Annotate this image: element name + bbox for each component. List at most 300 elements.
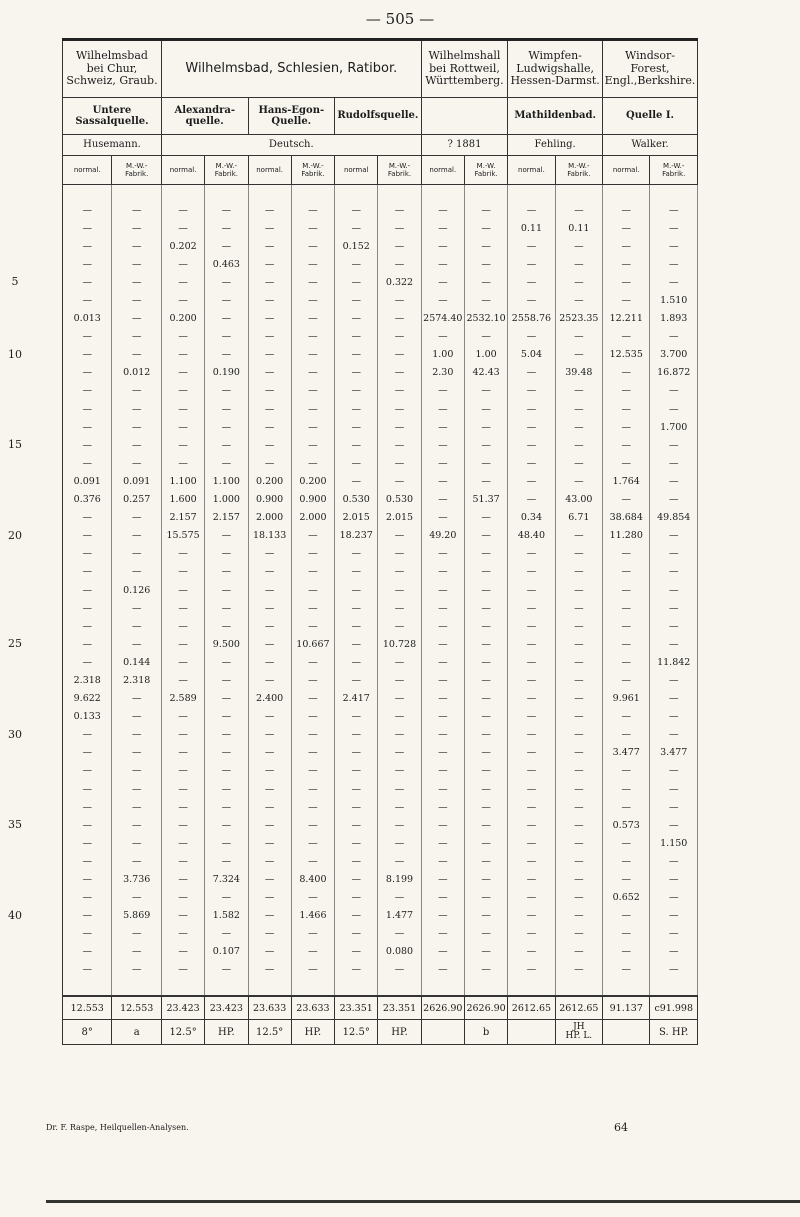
table-cell: — [205,219,248,237]
table-row [63,925,698,943]
table-cell: — [248,925,291,943]
spacer-cell [63,979,112,996]
table-cell: — [464,382,507,400]
table-cell: — [508,870,555,888]
table-cell: — [421,708,464,726]
spacer-cell [555,979,602,996]
table-cell: — [421,291,464,309]
table-cell: — [603,219,650,237]
table-row [63,237,698,255]
table-cell: 18.237 [335,527,378,545]
table-cell: — [603,798,650,816]
header-text: Wilhelmsbad, Schlesien, Ratibor. [185,60,398,76]
table-cell: — [161,961,204,979]
table-cell: — [205,671,248,689]
header-analyst: ? 1881 [421,135,508,156]
table-cell: — [63,237,112,255]
table-cell: — [335,255,378,273]
header-text: Hans-Egon- Quelle. [258,104,325,127]
table-cell: — [508,436,555,454]
table-cell: — [248,671,291,689]
table-cell: — [248,907,291,925]
table-cell: — [335,201,378,219]
table-cell: — [508,563,555,581]
table-cell: — [63,581,112,599]
table-cell: — [421,744,464,762]
table-cell: 0.200 [161,310,204,328]
spacer-cell [650,185,698,202]
header-text: Windsor- Forest, Engl.,Berkshire. [604,49,696,88]
table-cell: — [161,382,204,400]
table-cell: — [650,436,698,454]
table-cell: — [508,708,555,726]
column-header: normal. [248,156,291,185]
table-cell: — [555,454,602,472]
table-cell: — [378,563,421,581]
table-cell: — [555,744,602,762]
table-cell: — [205,599,248,617]
header-analyst: Husemann. [63,135,162,156]
table-cell: — [603,961,650,979]
table-cell: — [291,726,334,744]
temperature-cell: JH HP. L. [555,1020,602,1045]
table-cell: — [508,617,555,635]
table-cell: — [335,635,378,653]
table-cell: — [650,870,698,888]
table-cell: — [555,527,602,545]
table-row [63,291,698,309]
table-cell: — [508,237,555,255]
table-cell: — [378,834,421,852]
table-cell: 1.150 [650,834,698,852]
table-row [63,653,698,671]
table-cell: — [335,617,378,635]
table-cell: — [603,943,650,961]
table-cell: — [335,346,378,364]
table-cell: — [161,780,204,798]
table-cell: — [248,961,291,979]
table-cell: 43.00 [555,491,602,509]
table-cell: 1.466 [291,907,334,925]
table-cell: — [464,509,507,527]
table-cell: — [555,273,602,291]
table-cell: — [335,400,378,418]
table-cell: — [378,346,421,364]
table-cell: — [63,798,112,816]
table-cell: — [464,943,507,961]
table-cell: — [161,852,204,870]
table-cell: — [248,870,291,888]
table-cell: 0.144 [112,653,161,671]
table-cell: — [161,328,204,346]
table-cell: — [378,798,421,816]
table-cell: — [464,708,507,726]
spacer-cell [335,979,378,996]
table-cell: — [378,780,421,798]
table-cell: 0.376 [63,491,112,509]
table-cell: — [421,563,464,581]
table-cell: — [205,237,248,255]
table-cell: — [464,870,507,888]
table-cell: — [464,581,507,599]
table-cell: — [112,436,161,454]
spacer-cell [291,185,334,202]
table-cell: — [63,436,112,454]
table-cell: — [112,925,161,943]
table-row [63,436,698,454]
table-row [63,690,698,708]
table-cell: — [291,816,334,834]
table-cell: — [650,273,698,291]
table-cell: 2532.10 [464,310,507,328]
table-cell: — [555,400,602,418]
table-cell: — [378,581,421,599]
table-cell: — [508,291,555,309]
table-cell: — [508,671,555,689]
table-cell: — [248,744,291,762]
table-cell: — [421,273,464,291]
table-cell: — [464,834,507,852]
table-cell: 12.535 [603,346,650,364]
spacer-cell [161,979,204,996]
table-cell: — [161,418,204,436]
table-cell: — [464,527,507,545]
table-row [63,943,698,961]
table-cell: — [161,943,204,961]
table-cell: 9.500 [205,635,248,653]
table-cell: — [464,472,507,490]
table-cell: — [421,816,464,834]
table-cell: — [603,653,650,671]
table-cell: — [508,418,555,436]
table-cell: — [464,961,507,979]
table-cell: — [63,219,112,237]
table-cell: — [112,418,161,436]
table-cell: — [248,201,291,219]
total-cell: 23.633 [248,996,291,1020]
table-cell: 0.900 [291,491,334,509]
table-cell: — [112,635,161,653]
table-cell: 3.700 [650,346,698,364]
table-cell: 2523.35 [555,310,602,328]
table-cell: — [603,581,650,599]
table-cell: — [508,273,555,291]
footer-source: Dr. F. Raspe, Heilquellen-Analysen. [46,1123,189,1132]
table-cell: — [335,726,378,744]
table-row [63,889,698,907]
table-cell: — [161,834,204,852]
table-cell: — [112,798,161,816]
column-header: M.-W.- Fabrik. [205,156,248,185]
table-cell: — [421,690,464,708]
header-text: Quelle I. [626,110,674,122]
table-cell: — [650,961,698,979]
table-cell: — [63,273,112,291]
table-cell: — [291,400,334,418]
temperature-cell: S. HP. [650,1020,698,1045]
table-cell: — [603,545,650,563]
table-cell: — [378,726,421,744]
temperature-cell [603,1020,650,1045]
table-cell: 11.280 [603,527,650,545]
table-cell: — [205,834,248,852]
table-cell: — [555,690,602,708]
table-cell: — [464,545,507,563]
table-cell: — [421,581,464,599]
table-cell: — [63,870,112,888]
temperature-cell: 8° [63,1020,112,1045]
table-cell: — [205,545,248,563]
table-cell: — [112,255,161,273]
table-cell: — [112,310,161,328]
total-cell: 2626.90 [421,996,464,1020]
table-cell: 0.012 [112,364,161,382]
table-cell: — [63,744,112,762]
table-cell: — [205,273,248,291]
analysis-table [62,38,698,1045]
row-number: 40 [8,908,22,922]
table-cell: — [161,581,204,599]
table-cell: — [63,617,112,635]
table-cell: — [205,201,248,219]
table-cell: — [161,364,204,382]
table-cell: — [464,671,507,689]
temperature-cell: 12.5° [335,1020,378,1045]
temperature-cell: b [464,1020,507,1045]
table-cell: — [421,400,464,418]
table-cell: 8.400 [291,870,334,888]
header-spring [161,98,248,135]
table-cell: — [508,472,555,490]
table-cell: — [335,834,378,852]
table-cell: — [248,780,291,798]
table-cell: — [508,726,555,744]
spacer-cell [248,979,291,996]
table-row [63,726,698,744]
spacer-cell [63,185,112,202]
table-cell: 15.575 [161,527,204,545]
table-cell: — [161,201,204,219]
table-cell: — [63,943,112,961]
table-cell: — [421,925,464,943]
table-cell: — [161,273,204,291]
table-cell: — [112,617,161,635]
table-cell: — [248,545,291,563]
total-cell: 23.633 [291,996,334,1020]
table-cell: — [378,527,421,545]
table-cell: — [508,635,555,653]
temperature-row [63,1020,698,1045]
table-cell: — [248,816,291,834]
table-cell: — [603,708,650,726]
table-cell: 0.202 [161,237,204,255]
header-row-columns [63,156,698,185]
table-cell: 0.573 [603,816,650,834]
table-cell: — [378,255,421,273]
table-cell: — [161,545,204,563]
table-cell: — [335,798,378,816]
table-cell: — [555,943,602,961]
table-cell: — [421,798,464,816]
total-cell: 23.423 [161,996,204,1020]
table-cell: — [378,219,421,237]
table-cell: — [248,943,291,961]
table-cell: 1.764 [603,472,650,490]
table-cell: — [112,273,161,291]
table-cell: — [112,509,161,527]
table-cell: — [205,780,248,798]
table-row [63,273,698,291]
table-row [63,780,698,798]
column-header: normal. [603,156,650,185]
table-cell: — [112,834,161,852]
table-cell: — [650,780,698,798]
table-cell: 1.700 [650,418,698,436]
table-cell: 2.589 [161,690,204,708]
table-cell: 2.000 [291,509,334,527]
table-cell: — [650,816,698,834]
table-cell: — [603,599,650,617]
table-cell: — [161,400,204,418]
spacer-cell [650,979,698,996]
header-wilhelmsbad-schlesien [161,40,421,98]
table-cell: — [464,418,507,436]
table-cell: — [248,273,291,291]
table-row [63,472,698,490]
table-cell: — [378,201,421,219]
table-cell: 2.400 [248,690,291,708]
table-cell: — [63,653,112,671]
table-cell: — [464,816,507,834]
temperature-cell: a [112,1020,161,1045]
bottom-edge-line [46,1200,800,1203]
table-cell: 2574.40 [421,310,464,328]
table-cell: — [205,527,248,545]
table-cell: — [421,382,464,400]
row-number: 25 [8,637,22,651]
total-cell: 23.351 [335,996,378,1020]
table-cell: — [421,255,464,273]
table-cell: — [291,273,334,291]
table-cell: — [555,581,602,599]
table-cell: — [650,635,698,653]
table-cell: — [248,708,291,726]
table-cell: — [248,852,291,870]
table-cell: — [291,581,334,599]
table-cell: — [335,907,378,925]
table-cell: — [650,889,698,907]
table-cell: 6.71 [555,509,602,527]
table-cell: — [508,816,555,834]
table-cell: — [650,708,698,726]
table-cell: — [464,907,507,925]
table-cell: — [291,708,334,726]
header-wilhelmsbad-chur [63,40,162,98]
table-cell: — [205,762,248,780]
table-cell: — [603,671,650,689]
table-cell: — [248,762,291,780]
table-cell: — [248,436,291,454]
table-row [63,816,698,834]
total-cell: c91.998 [650,996,698,1020]
table-cell: — [650,581,698,599]
table-cell: — [464,291,507,309]
column-header: M.-W.- Fabrik. [378,156,421,185]
totals-row [63,996,698,1020]
table-cell: — [63,201,112,219]
table-cell: — [378,925,421,943]
table-cell: — [205,744,248,762]
table-cell: 2558.76 [508,310,555,328]
table-cell: 0.11 [555,219,602,237]
table-cell: — [378,889,421,907]
table-row [63,418,698,436]
column-header: M.-W.- Fabrik. [555,156,602,185]
table-cell: — [464,744,507,762]
table-cell: — [421,907,464,925]
table-cell: — [603,852,650,870]
table-cell: 0.322 [378,273,421,291]
table-cell: — [291,653,334,671]
table-row [63,834,698,852]
table-cell: — [421,635,464,653]
table-cell: — [63,454,112,472]
header-spring [335,98,422,135]
table-cell: — [161,346,204,364]
table-cell: 8.199 [378,870,421,888]
table-cell: — [555,834,602,852]
table-cell: — [464,255,507,273]
table-cell: — [378,436,421,454]
table-cell: — [555,382,602,400]
table-cell: 2.000 [248,509,291,527]
table-cell: — [161,671,204,689]
header-analyst: Fehling. [508,135,603,156]
spacer-cell [421,185,464,202]
table-cell: — [603,328,650,346]
table-cell: — [291,255,334,273]
table-cell: — [291,328,334,346]
table-cell: — [603,762,650,780]
header-row-locations [63,40,698,98]
table-cell: — [650,491,698,509]
table-cell: — [464,635,507,653]
table-cell: — [291,364,334,382]
table-cell: — [291,201,334,219]
table-cell: — [421,762,464,780]
table-cell: — [248,328,291,346]
table-cell: — [248,798,291,816]
table-row [63,563,698,581]
table-cell: — [248,454,291,472]
table-cell: — [112,563,161,581]
table-cell: — [421,219,464,237]
table-cell: — [464,925,507,943]
column-header: M.-W.- Fabrik. [650,156,698,185]
table-row [63,961,698,979]
table-cell: — [63,635,112,653]
table-cell: — [508,364,555,382]
table-cell: — [555,599,602,617]
table-cell: — [291,889,334,907]
table-row [63,255,698,273]
table-cell: — [508,889,555,907]
spacer-cell [508,979,555,996]
table-cell: — [63,400,112,418]
table-cell: — [508,780,555,798]
table-cell: — [63,961,112,979]
table-cell: — [112,291,161,309]
